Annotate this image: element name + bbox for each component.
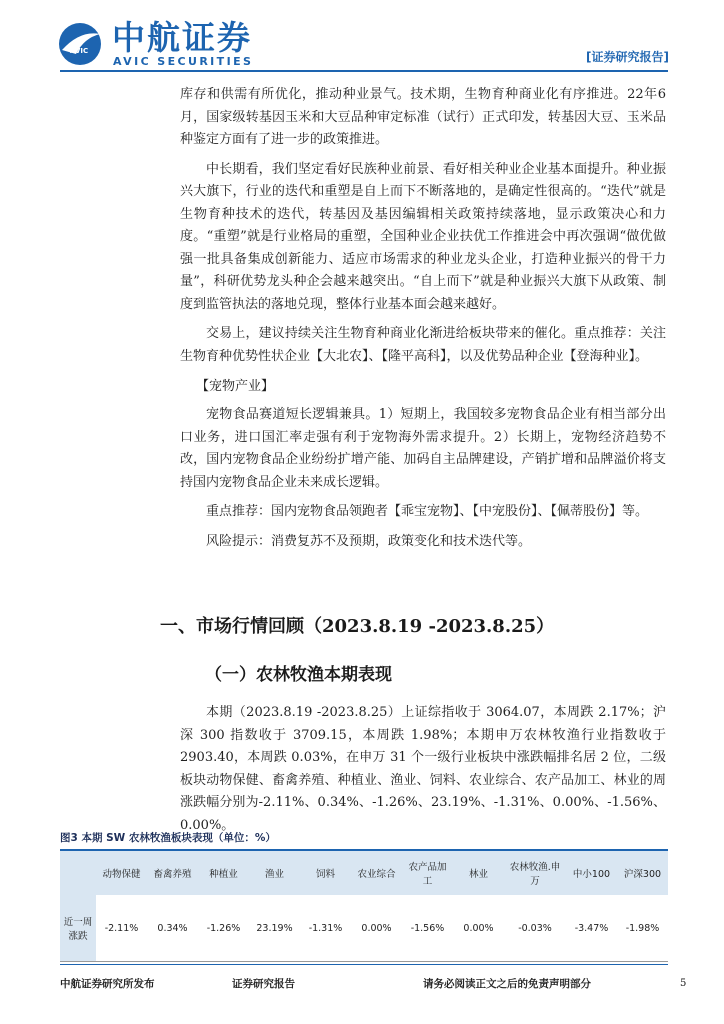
table-header-cell: 种植业 xyxy=(198,850,249,895)
page-number: 5 xyxy=(680,978,687,989)
avic-logo-icon xyxy=(56,20,104,68)
table-header-cell: 林业 xyxy=(453,850,504,895)
footer-divider xyxy=(60,964,668,965)
subsection-heading: （一）农林牧渔本期表现 xyxy=(205,665,392,685)
table-cell: 0.00% xyxy=(453,895,504,962)
table-cell: 23.19% xyxy=(249,895,300,962)
table-cell: 0.34% xyxy=(147,895,198,962)
paragraph: 宠物食品赛道短长逻辑兼具。1）短期上，我国较多宠物食品企业有相当部分出口业务，进口国汇率走强有利于宠物海外需求提升。2）长期上，宠物经济趋势不改，国内宠物食品企业纷纷扩增产能、加码自主品牌建设，产销扩增和品牌溢价将支持国内宠物食品企业未来成长逻辑。 xyxy=(180,407,666,490)
table-cell: -1.98% xyxy=(617,895,668,962)
market-review-text xyxy=(180,702,666,844)
table-header-cell: 中小100 xyxy=(566,850,617,895)
table-cell: -2.11% xyxy=(96,895,147,962)
body-text xyxy=(180,84,666,560)
table-cell: -1.26% xyxy=(198,895,249,962)
paragraph: 交易上，建议持续关注生物育种商业化渐进给板块带来的催化。重点推荐：关注生物育种优势性状企业【大北农】、【隆平高科】，以及优势品种企业【登海种业】。 xyxy=(180,326,666,364)
table-header-cell: 农林牧渔.申万 xyxy=(504,850,566,895)
table-cell: -1.56% xyxy=(402,895,453,962)
table-header-cell xyxy=(60,850,96,895)
svg-text:AVIC: AVIC xyxy=(70,47,89,55)
table-header-row xyxy=(60,850,668,895)
paragraph: 中长期看，我们坚定看好民族种业前景、看好相关种业企业基本面提升。种业振兴大旗下，行业的迭代和重塑是自上而下不断落地的，是确定性很高的。“迭代”就是生物育种技术的迭代，转基因及基因编辑相关政策持续落地，显示政策决心和力度。“重塑”就是行业格局的重塑，全国种业企业扶优工作推进会中再次强调“做优做强一批具备集成创新能力、适应市场需求的种业龙头企业，打造种业振兴的骨干力量”，科研优势龙头种企会越来越突出。“自上而下”就是种业振兴大旗下从政策、制度到监管执法的落地兑现，整体行业基本面会越来越好。 xyxy=(180,161,666,312)
page-header xyxy=(0,0,724,72)
table-header-cell: 饲料 xyxy=(300,850,351,895)
figure-title: 图3 本期 SW 农林牧渔板块表现（单位：%） xyxy=(60,832,276,844)
paragraph: 本期（2023.8.19 -2023.8.25）上证综指收于 3064.07，本周跌 2.17%；沪深 300 指数收于 3709.15，本周跌 1.98%；本期申万农林牧渔行业指数收于 2903.40，本周跌 0.03%，在申万 31 个一级行业板块中涨跌幅排名居 2 位，二级板块动物保健、畜禽养殖、种植业、渔业、饲料、农业综合、农产品加工、林业的周涨跌幅分别为-2.11%、0.34%、-1.26%、23.19%、-1.31%、0.00%、-1.56%、0.00%。 xyxy=(180,705,666,833)
table-cell: -3.47% xyxy=(566,895,617,962)
table-header-cell: 畜禽养殖 xyxy=(147,850,198,895)
pet-industry-label: 【宠物产业】 xyxy=(196,379,275,394)
logo-en-text: AVIC SECURITIES xyxy=(113,55,254,68)
footer-disclaimer: 请务必阅读正文之后的免责声明部分 xyxy=(423,978,591,990)
table-header-cell: 农业综合 xyxy=(351,850,402,895)
logo-cn-text: 中航证券 xyxy=(112,18,252,57)
table-cell: 0.00% xyxy=(351,895,402,962)
header-divider xyxy=(60,70,668,72)
table-row xyxy=(60,895,668,962)
section-heading: 一、市场行情回顾（2023.8.19 -2023.8.25） xyxy=(160,616,555,637)
paragraph: 重点推荐：国内宠物食品领跑者【乖宝宠物】、【中宠股份】、【佩蒂股份】等。 xyxy=(206,504,649,519)
footer-report-type: 证券研究报告 xyxy=(232,978,295,990)
footer-publisher: 中航证券研究所发布 xyxy=(60,978,155,990)
table-cell: -0.03% xyxy=(504,895,566,962)
report-type-tag: [证券研究报告] xyxy=(586,50,669,64)
table-header-cell: 动物保健 xyxy=(96,850,147,895)
table-header-cell: 农产品加工 xyxy=(402,850,453,895)
table-header-cell: 渔业 xyxy=(249,850,300,895)
table-header-cell: 沪深300 xyxy=(617,850,668,895)
table-row-label: 近一周涨跌 xyxy=(60,895,96,962)
paragraph: 风险提示：消费复苏不及预期，政策变化和技术迭代等。 xyxy=(206,533,532,549)
sector-performance-table xyxy=(60,849,668,962)
paragraph: 库存和供需有所优化，推动种业景气。技术期，生物育种商业化有序推进。22年6月，国家级转基因玉米和大豆品种审定标准（试行）正式印发，转基因大豆、玉米品种鉴定方面有了进一步的政策推进。 xyxy=(180,87,666,147)
table-cell: -1.31% xyxy=(300,895,351,962)
